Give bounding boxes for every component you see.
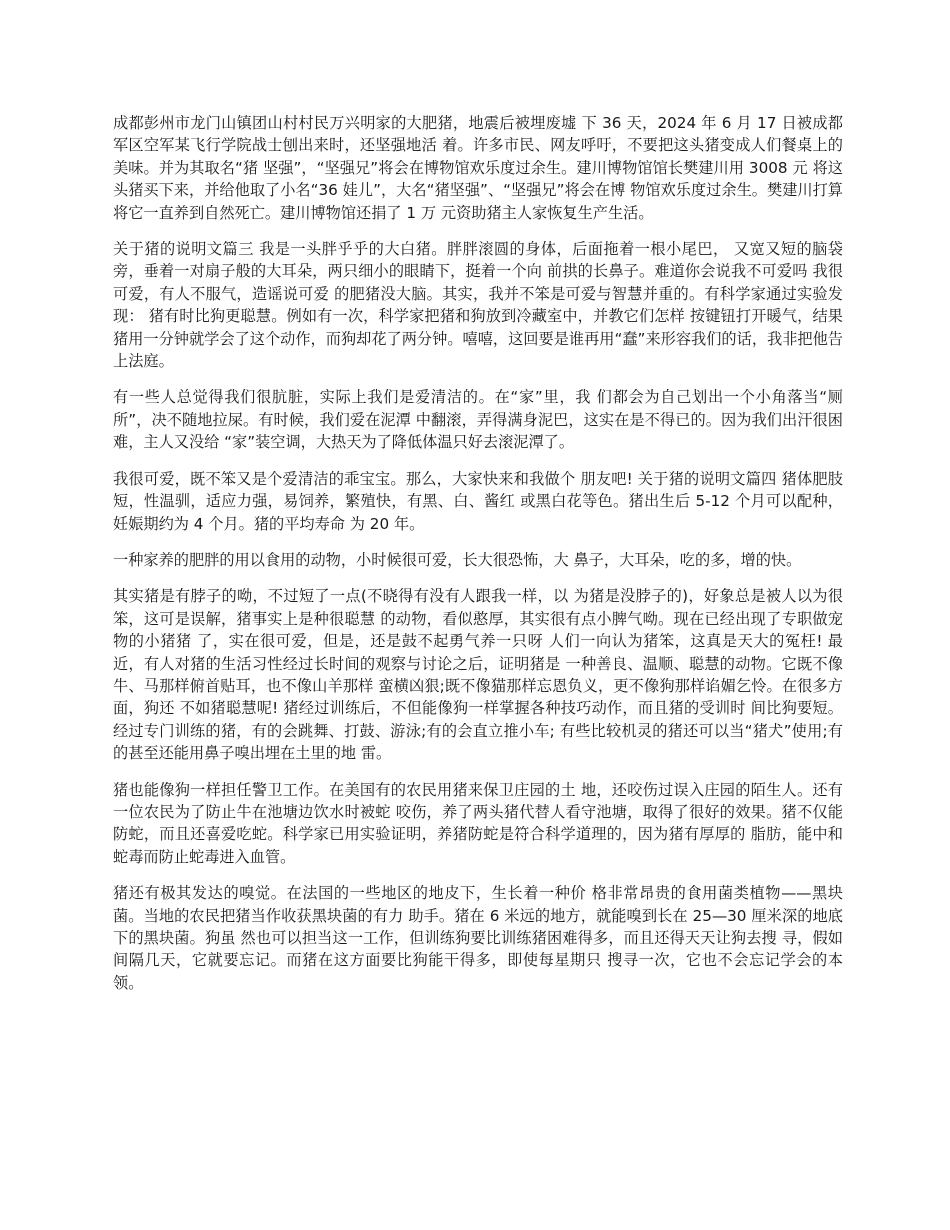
paragraph: 一种家养的肥胖的用以食用的动物，小时候很可爱，长大很恐怖，大 鼻子，大耳朵，吃的多，增的快。 xyxy=(113,550,802,569)
paragraph: 成都彭州市龙门山镇团山村村民万兴明家的大肥猪，地震后被埋废墟 下 36 天，2024 年 6 月 17 日被成都军区空军某飞行学院战士刨出来时，还坚强地活 着。许多市民、网友呼吁，不要把这头猪变成人们餐桌上的美味。并为其取名“猪 坚强”，“坚强兄”将会在博物馆欢乐度过余生。建川博物馆馆长樊建川用 3008 元 将这头猪买下来，并给他取了小名“36 娃儿”，大名“猪坚强”、“坚强兄”将会在博 物馆欢乐度过余生。樊建川打算将它一直养到自然死亡。建川博物馆还捐了 1 万 元资助猪主人家恢复生产生活。 xyxy=(113,114,843,222)
paragraph: 其实猪是有脖子的呦，不过短了一点(不晓得有没有人跟我一样，以 为猪是没脖子的)，好象总是被人以为很笨，这可是误解，猪事实上是种很聪慧 的动物，看似憨厚，其实很有点小脾气呦。现在已经出现了专职做宠物的小猪猪 了，实在很可爱，但是，还是鼓不起勇气养一只呀 人们一向认为猪笨，这真是天大的冤枉! 最近，有人对猪的生活习性经过长时间的观察与讨论之后，证明猪是 一种善良、温顺、聪慧的动物。它既不像牛、马那样俯首贴耳，也不像山羊那样 蛮横凶狠;既不像猫那样忘恩负义，更不像狗那样谄媚乞怜。在很多方面，狗还 不如猪聪慧呢! 猪经过训练后，不但能像狗一样掌握各种技巧动作，而且猪的受训时 间比狗要短。经过专门训练的猪，有的会跳舞、打鼓、游泳;有的会直立推小车; 有些比较机灵的猪还可以当“猪犬”使用;有的甚至还能用鼻子嗅出埋在土里的地 雷。 xyxy=(113,587,843,763)
paragraph: 有一些人总觉得我们很肮脏，实际上我们是爱清洁的。在“家”里，我 们都会为自己划出一个小角落当“厕所”，决不随地拉屎。有时候，我们爱在泥潭 中翻滚，弄得满身泥巴，这实在是不得已的。因为我们出汗很困难，主人又没给 “家”装空调，大热天为了降低体温只好去滚泥潭了。 xyxy=(113,388,843,452)
paragraph: 猪还有极其发达的嗅觉。在法国的一些地区的地皮下，生长着一种价 格非常昂贵的食用菌类植物——黑块菌。当地的农民把猪当作收获黑块菌的有力 助手。猪在 6 米远的地方，就能嗅到长在 25—30 厘米深的地底下的黑块菌。狗虽 然也可以担当这一工作，但训练狗要比训练猪困难得多，而且还得天天让狗去搜 寻，假如间隔几天，它就要忘记。而猪在这方面要比狗能干得多，即使每星期只 搜寻一次，它也不会忘记学会的本领。 xyxy=(113,884,843,992)
paragraph: 我很可爱，既不笨又是个爱清洁的乖宝宝。那么，大家快来和我做个 朋友吧! 关于猪的说明文篇四 猪体肥肢短，性温驯，适应力强，易饲养，繁殖快，有黑、白、酱红 或黑白花等色。猪出生后 5-12 个月可以配种，妊娠期约为 4 个月。猪的平均寿命 为 20 年。 xyxy=(113,469,843,533)
document-body xyxy=(113,112,843,1008)
paragraph: 猪也能像狗一样担任警卫工作。在美国有的农民用猪来保卫庄园的土 地，还咬伤过误入庄园的陌生人。还有一位农民为了防止牛在池塘边饮水时被蛇 咬伤，养了两头猪代替人看守池塘，取得了很好的效果。猪不仅能防蛇，而且还喜爱吃蛇。科学家已用实验证明，养猪防蛇是符合科学道理的，因为猪有厚厚的 脂肪，能中和蛇毒而防止蛇毒进入血管。 xyxy=(113,780,843,866)
paragraph: 关于猪的说明文篇三 我是一头胖乎乎的大白猪。胖胖滚圆的身体，后面拖着一根小尾巴， 又宽又短的脑袋旁，垂着一对扇子般的大耳朵，两只细小的眼睛下，挺着一个向 前拱的长鼻子。难道你会说我不可爱吗 我很可爱，有人不服气，造谣说可爱 的肥猪没大脑。其实，我并不笨是可爱与智慧并重的。有科学家通过实验发现： 猪有时比狗更聪慧。例如有一次，科学家把猪和狗放到冷藏室中，并教它们怎样 按键钮打开暖气，结果猪用一分钟就学会了这个动作，而狗却花了两分钟。嘻嘻，这回要是谁再用“蠢”来形容我们的话，我非把他告上法庭。 xyxy=(113,240,843,371)
